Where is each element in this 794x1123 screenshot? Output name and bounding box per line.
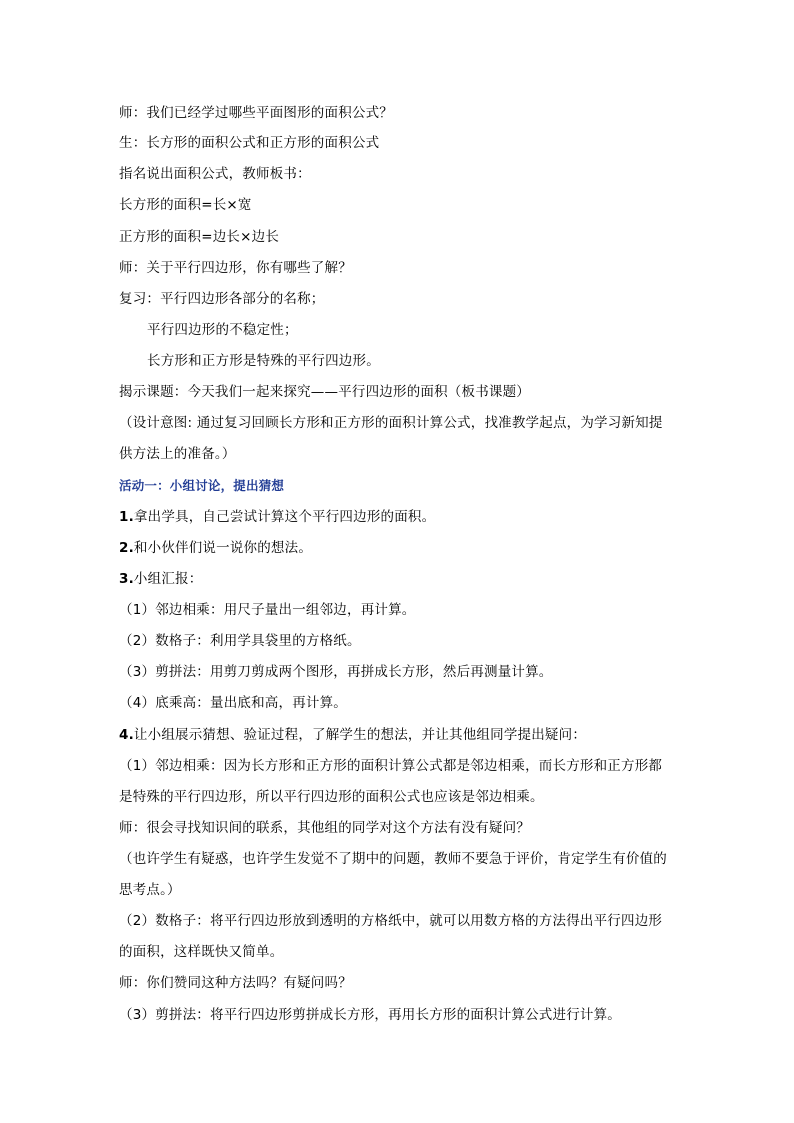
text-line: （3）剪拼法：将平行四边形剪拼成长方形，再用长方形的面积计算公式进行计算。 [119,1007,621,1023]
text-line: 师：我们已经学过哪些平面图形的面积公式？ [119,105,393,121]
text-line: 生：长方形的面积公式和正方形的面积公式 [119,135,380,151]
text-line: （设计意图: 通过复习回顾长方形和正方形的面积计算公式，找准教学起点，为学习新知提 [119,415,663,431]
item-number: 3. [119,571,134,587]
item-text: 和小伙伴们说一说你的想法。 [133,540,313,556]
text-line: 师：很会寻找知识间的联系，其他组的同学对这个方法有没有疑问？ [119,820,530,836]
numbered-item [119,539,679,557]
section-heading: 活动一：小组讨论，提出猜想 [119,478,285,493]
text-line: 正方形的面积=边长×边长 [119,229,280,245]
text-line: （3）剪拼法：用剪刀剪成两个图形，再拼成长方形，然后再测量计算。 [119,664,553,680]
text-line: 揭示课题：今天我们一起来探究——平行四边形的面积（板书课题） [119,384,530,400]
numbered-item [119,570,679,588]
item-text: 小组汇报： [133,571,203,587]
text-line: （4）底乘高：量出底和高，再计算。 [119,695,347,711]
text-line: 师：关于平行四边形，你有哪些了解？ [119,260,352,276]
text-line: 是特殊的平行四边形，所以平行四边形的面积公式也应该是邻边相乘。 [119,789,544,805]
text-line: （1）邻边相乘：因为长方形和正方形的面积计算公式都是邻边相乘，而长方形和正方形都 [119,758,663,774]
text-line: 师：你们赞同这种方法吗？有疑问吗？ [119,975,352,991]
text-line: （2）数格子：利用学具袋里的方格纸。 [119,633,361,649]
item-number: 1. [119,509,134,525]
item-text: 让小组展示猜想、验证过程，了解学生的想法，并让其他组同学提出疑问： [133,727,587,743]
numbered-item [119,508,679,526]
text-line: （也许学生有疑惑，也许学生发觉不了期中的问题，教师不要急于评价，肯定学生有价值的 [119,851,667,867]
item-number: 4. [119,727,134,743]
text-line: （2）数格子：将平行四边形放到透明的方格纸中，就可以用数方格的方法得出平行四边形 [119,913,663,929]
text-line: 的面积，这样既快又简单。 [119,944,284,960]
item-text: 拿出学具，自己尝试计算这个平行四边形的面积。 [133,509,436,525]
text-line: 指名说出面积公式，教师板书： [119,166,311,182]
numbered-item [119,726,679,744]
text-line: 长方形的面积=长×宽 [119,197,252,213]
text-line: 复习：平行四边形各部分的名称； [119,291,325,307]
text-line: 思考点。） [119,882,181,898]
text-line: 供方法上的准备。） [119,446,236,462]
item-number: 2. [119,540,134,556]
text-line: （1）邻边相乘：用尺子量出一组邻边，再计算。 [119,602,416,618]
text-line: 平行四边形的不稳定性； [147,322,298,338]
text-line: 长方形和正方形是特殊的平行四边形。 [147,353,380,369]
